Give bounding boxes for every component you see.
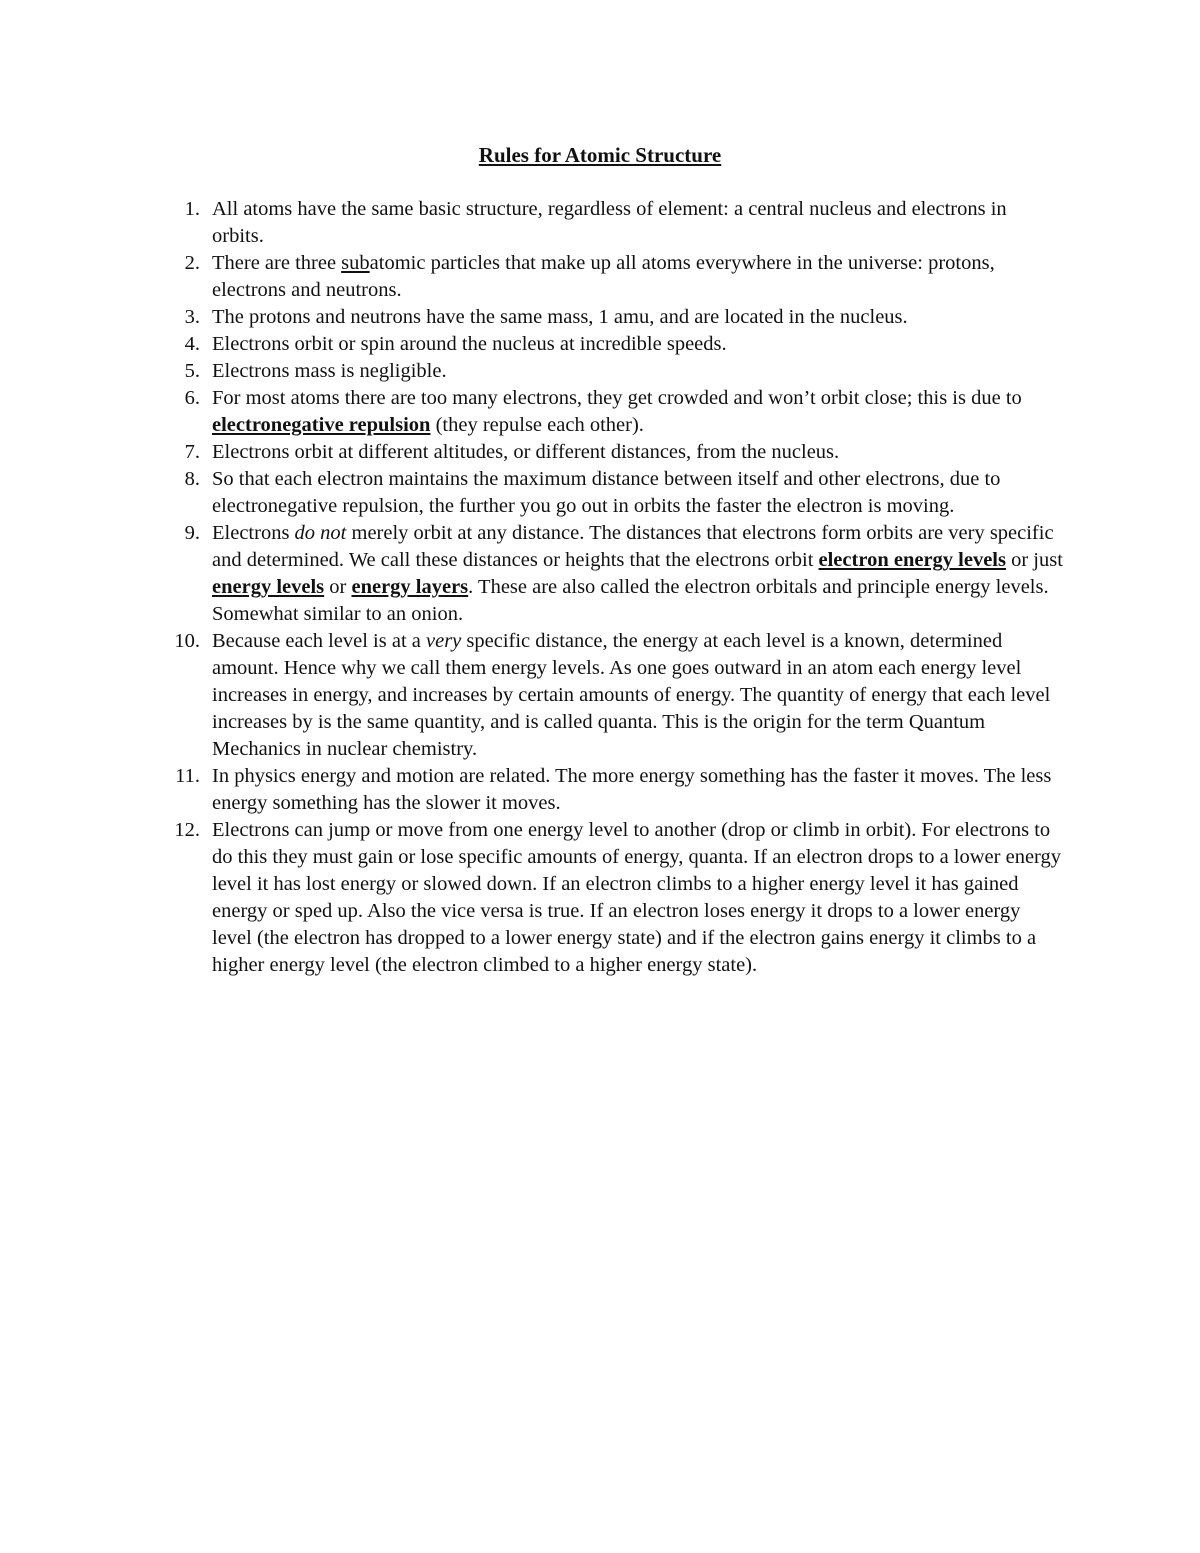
rule-text-segment: Because each level is at a xyxy=(212,630,426,652)
rule-item xyxy=(158,466,1063,520)
key-term: electron energy levels xyxy=(818,549,1006,571)
rule-text-segment: Electrons xyxy=(212,522,295,544)
rule-number: 11. xyxy=(175,765,200,787)
rule-number: 10. xyxy=(174,630,200,652)
rule-number: 4. xyxy=(184,333,200,355)
rule-text-segment: atomic particles that make up all atoms everywhere in the universe: protons, electrons and neutrons. xyxy=(212,252,995,301)
rule-text-segment: Electrons orbit at different altitudes, or different distances, from the nucleus. xyxy=(212,441,840,463)
rule-text-segment: (they repulse each other). xyxy=(430,414,644,436)
rule-item xyxy=(158,358,1063,385)
underlined-text: sub xyxy=(341,252,370,274)
rule-text-segment: Electrons mass is negligible. xyxy=(212,360,447,382)
rule-text xyxy=(212,522,1063,625)
rule-number: 2. xyxy=(184,252,200,274)
rule-item xyxy=(158,331,1063,358)
rule-item xyxy=(158,817,1063,979)
rule-number: 9. xyxy=(184,522,200,544)
emphasis-text: very xyxy=(426,630,462,652)
rule-text xyxy=(212,819,1061,976)
rule-number: 3. xyxy=(184,306,200,328)
rules-list xyxy=(158,196,1063,979)
rule-item xyxy=(158,628,1063,763)
rule-text-segment: merely orbit at any distance. The distances that electrons form orbits are very specific and determined. We call these distances or heights that the electrons orbit xyxy=(212,522,1054,571)
rule-text-segment: All atoms have the same basic structure, regardless of element: a central nucleus and electrons in orbits. xyxy=(212,198,1007,247)
rule-item xyxy=(158,520,1063,628)
rule-text xyxy=(212,765,1051,814)
rule-text xyxy=(212,360,447,382)
key-term: energy levels xyxy=(212,576,325,598)
rule-text-segment: Electrons can jump or move from one energy level to another (drop or climb in orbit). For electrons to do this they must gain or lose specific amounts of energy, quanta. If an electron drops to a lower energy level it has lost energy or slowed down. If an electron climbs to a higher energy level it has gained energy or sped up. Also the vice versa is true. If an electron loses energy it drops to a lower energy level (the electron has dropped to a lower energy state) and if the electron gains energy it climbs to a higher energy level (the electron climbed to a higher energy state). xyxy=(212,819,1061,976)
rule-item xyxy=(158,385,1063,439)
rule-number: 6. xyxy=(184,387,200,409)
rule-number: 7. xyxy=(184,441,200,463)
key-term: energy layers xyxy=(351,576,469,598)
rule-text xyxy=(212,468,1000,517)
rule-number: 5. xyxy=(184,360,200,382)
rule-number: 8. xyxy=(184,468,200,490)
rule-text xyxy=(212,333,727,355)
rule-text-segment: So that each electron maintains the maximum distance between itself and other electrons, due to electronegative repulsion, the further you go out in orbits the faster the electron is moving. xyxy=(212,468,1001,517)
rule-text xyxy=(212,441,839,463)
rule-text-segment: . These are also called the electron orbitals and principle energy levels. Somewhat similar to an onion. xyxy=(212,576,1049,625)
rule-text xyxy=(212,198,1007,247)
rule-text xyxy=(212,252,995,301)
rule-text-segment: specific distance, the energy at each level is a known, determined amount. Hence why we call them energy levels. As one goes outward in an atom each energy level increases in energy, and increases by certain amounts of energy. The quantity of energy that each level increases by is the same quantity, and is called quanta. This is the origin for the term Quantum Mechanics in nuclear chemistry. xyxy=(212,630,1051,760)
rule-text-segment: Electrons orbit or spin around the nucleus at incredible speeds. xyxy=(212,333,727,355)
emphasis-text: do not xyxy=(294,522,347,544)
rule-item xyxy=(158,763,1063,817)
rule-number: 12. xyxy=(174,819,200,841)
rule-text xyxy=(212,306,908,328)
rule-item xyxy=(158,439,1063,466)
rule-text-segment: or xyxy=(324,576,352,598)
rule-text-segment: In physics energy and motion are related. The more energy something has the faster it moves. The less energy something has the slower it moves. xyxy=(212,765,1052,814)
key-term: electronegative repulsion xyxy=(212,414,431,436)
rule-text xyxy=(212,387,1022,436)
rule-text xyxy=(212,630,1050,760)
document-title: Rules for Atomic Structure xyxy=(478,143,722,167)
rule-text-segment: There are three xyxy=(212,252,342,274)
rule-item xyxy=(158,304,1063,331)
rule-text-segment: The protons and neutrons have the same mass, 1 amu, and are located in the nucleus. xyxy=(212,306,908,328)
rule-number: 1. xyxy=(184,198,200,220)
rule-text-segment: or just xyxy=(1005,549,1063,571)
rule-text-segment: For most atoms there are too many electrons, they get crowded and won’t orbit close; this is due to xyxy=(212,387,1022,409)
rule-item xyxy=(158,250,1063,304)
rule-item xyxy=(158,196,1063,250)
